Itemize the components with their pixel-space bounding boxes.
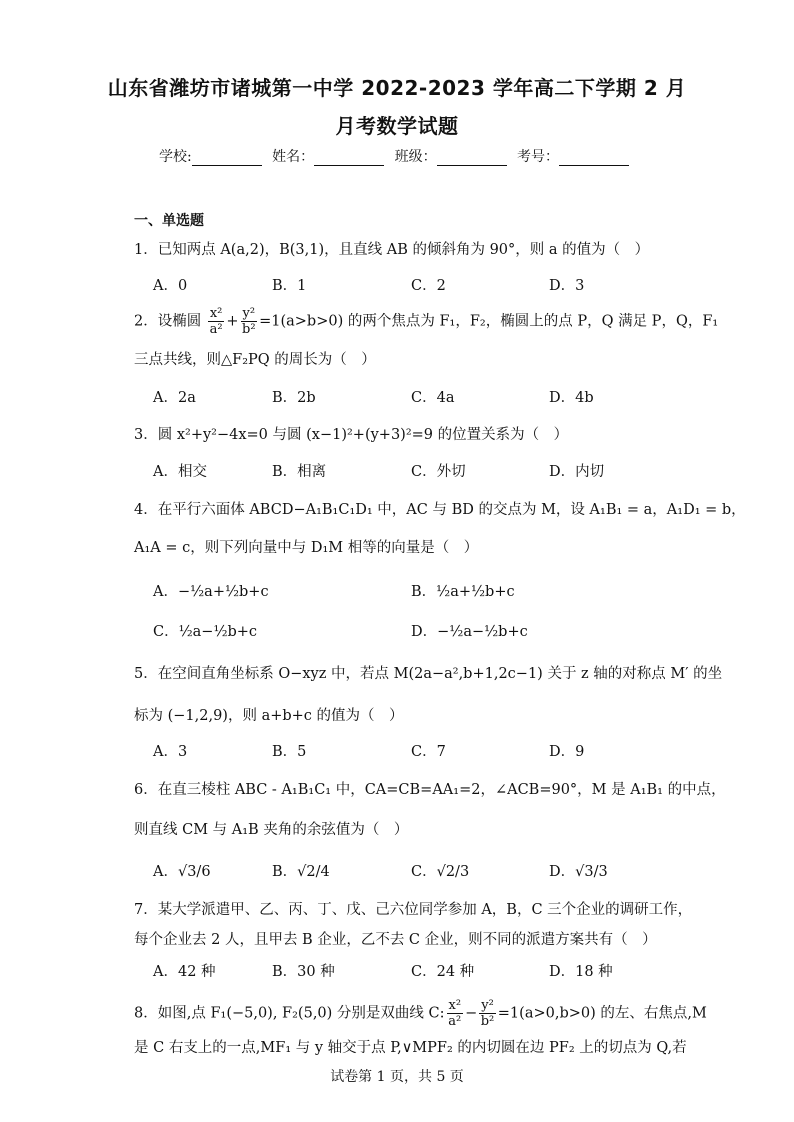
question-1-text: 1．已知两点 A(a,2)，B(3,1)，且直线 AB 的倾斜角为 90°，则 a 的值为（ ） xyxy=(134,242,650,258)
q2-fraction-x: $\frac{\text{x²}}{\text{a²}}$ xyxy=(209,306,223,337)
q3-option-d: D．内切 xyxy=(549,464,605,480)
number-label: 考号： xyxy=(517,149,560,165)
q2-text-pre: 2．设椭圆 xyxy=(134,313,202,330)
q8-fraction-y: $\frac{\text{y²}}{\text{b²}}$ xyxy=(480,998,495,1029)
q6-option-d: D．√3/3 xyxy=(549,864,608,880)
exam-title-line1: 山东省潍坊市诸城第一中学 2022-2023 学年高二下学期 2 月 xyxy=(107,76,687,100)
school-label: 学校: xyxy=(158,149,192,165)
question-7-line1: 7．某大学派遣甲、乙、丙、丁、戊、己六位同学参加 A，B，C 三个企业的调研工作， xyxy=(134,902,693,918)
question-5-line1: 5．在空间直角坐标系 O−xyz 中，若点 M(2a−a²,b+1,2c−1) 关于 z 轴的对称点 M′ 的坐 xyxy=(134,666,723,682)
q6-option-b: B．√2/4 xyxy=(272,864,330,880)
q4-option-b: B．½a+½b+c xyxy=(411,584,515,600)
q1-option-a: A．0 xyxy=(153,278,188,294)
question-5-line2: 标为 (−1,2,9)，则 a+b+c 的值为（ ） xyxy=(134,708,404,724)
q5-option-b: B．5 xyxy=(272,744,307,760)
q8-text-post: =1(a>0,b>0) 的左、右焦点,M xyxy=(497,1005,707,1022)
question-8-line2: 是 C 右支上的一点,MF₁ 与 y 轴交于点 P,∨MPF₂ 的内切圆在边 PF₂ 上的切点为 Q,若 xyxy=(134,1040,687,1056)
q5-option-c: C．7 xyxy=(411,744,446,760)
q4-option-a: A．−½a+½b+c xyxy=(153,584,269,600)
name-label: 姓名： xyxy=(272,149,315,165)
question-6-line2: 则直线 CM 与 A₁B 夹角的余弦值为（ ） xyxy=(134,822,409,838)
page-footer: 试卷第 1 页，共 5 页 xyxy=(330,1069,464,1085)
q2-option-b: B．2b xyxy=(272,390,316,406)
school-blank[interactable] xyxy=(192,151,262,166)
q6-option-c: C．√2/3 xyxy=(411,864,470,880)
exam-title-line2: 月考数学试题 xyxy=(335,114,459,138)
q2-text-post: =1(a>b>0) 的两个焦点为 F₁，F₂，椭圆上的点 P，Q 满足 P，Q，F₁ xyxy=(259,313,719,330)
question-4-line1: 4．在平行六面体 ABCD−A₁B₁C₁D₁ 中，AC 与 BD 的交点为 M，设 A₁B₁ = a，A₁D₁ = b， xyxy=(134,502,746,518)
q7-option-b: B．30 种 xyxy=(272,964,335,980)
q8-text-pre: 8．如图,点 F₁(−5,0), F₂(5,0) 分别是双曲线 C: xyxy=(134,1005,445,1022)
q3-option-c: C．外切 xyxy=(411,464,466,480)
q4-option-d: D．−½a−½b+c xyxy=(411,624,528,640)
number-blank[interactable] xyxy=(559,151,629,166)
q7-option-d: D．18 种 xyxy=(549,964,613,980)
student-info-line xyxy=(0,146,794,166)
question-2-line2: 三点共线，则△F₂PQ 的周长为（ ） xyxy=(134,352,376,368)
q7-option-c: C．24 种 xyxy=(411,964,475,980)
class-blank[interactable] xyxy=(437,151,507,166)
q7-option-a: A．42 种 xyxy=(153,964,216,980)
q2-fraction-y: $\frac{\text{y²}}{\text{b²}}$ xyxy=(242,306,256,337)
question-2-line1: 2．设椭圆 $\frac{\text{x²}}{\text{a²}}$ + $\frac{\text{y²}}{\text{b²}}$ =1(a>b>0) 的两个焦点为 F₁，F₂，椭圆上的点 P，Q 满足 P，Q，F₁ xyxy=(134,306,719,337)
q3-option-b: B．相离 xyxy=(272,464,327,480)
question-3-text: 3．圆 x²+y²−4x=0 与圆 (x−1)²+(y+3)²=9 的位置关系为（ ） xyxy=(134,427,569,443)
q1-option-c: C．2 xyxy=(411,278,446,294)
section-title: 一、单选题 xyxy=(134,213,204,229)
q5-option-a: A．3 xyxy=(153,744,188,760)
q2-option-a: A．2a xyxy=(153,390,196,406)
question-4-line2: A₁A = c，则下列向量中与 D₁M 相等的向量是（ ） xyxy=(134,540,479,556)
question-8-line1: 8．如图,点 F₁(−5,0), F₂(5,0) 分别是双曲线 C: $\frac{\text{x²}}{\text{a²}}$ − $\frac{\text{y²}}{\text{b²}}$ =1(a>0,b>0) 的左、右焦点,M xyxy=(134,998,707,1029)
q6-option-a: A．√3/6 xyxy=(153,864,211,880)
q8-fraction-x: $\frac{\text{x²}}{\text{a²}}$ xyxy=(448,998,462,1029)
question-7-line2: 每个企业去 2 人，且甲去 B 企业，乙不去 C 企业，则不同的派遣方案共有（ ） xyxy=(134,932,657,948)
q3-option-a: A．相交 xyxy=(153,464,207,480)
class-label: 班级： xyxy=(394,149,437,165)
q4-option-c: C．½a−½b+c xyxy=(153,624,258,640)
question-6-line1: 6．在直三棱柱 ABC - A₁B₁C₁ 中，CA=CB=AA₁=2，∠ACB=90°，M 是 A₁B₁ 的中点， xyxy=(134,782,726,798)
q1-option-d: D．3 xyxy=(549,278,585,294)
q1-option-b: B．1 xyxy=(272,278,307,294)
q2-option-c: C．4a xyxy=(411,390,455,406)
q5-option-d: D．9 xyxy=(549,744,585,760)
name-blank[interactable] xyxy=(314,151,384,166)
q2-option-d: D．4b xyxy=(549,390,594,406)
